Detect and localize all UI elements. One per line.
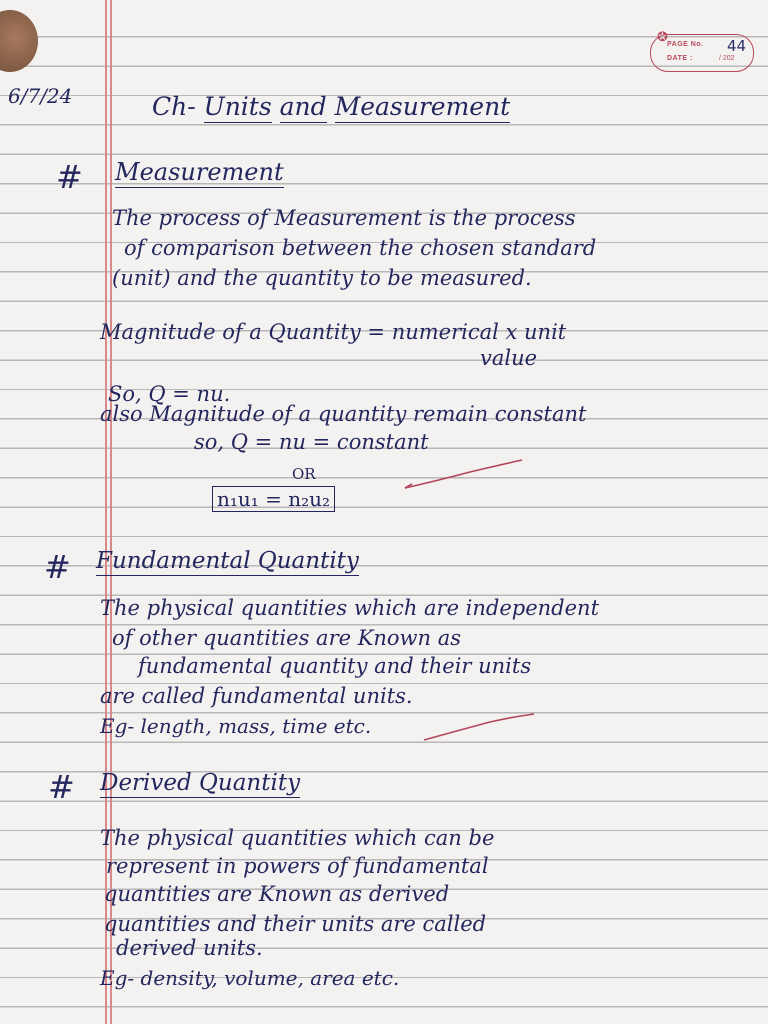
magnitude-formula: Magnitude of a Quantity = numerical x unit (100, 320, 567, 344)
example-line: Eg- length, mass, time etc. (100, 714, 372, 738)
value-word: value (480, 346, 538, 370)
chapter-title-measurement: Measurement (334, 92, 511, 121)
section-heading-measurement (115, 158, 284, 186)
text-line: derived units. (116, 936, 263, 960)
date-value: / 202 (719, 55, 735, 62)
text-line: quantities and their units are called (104, 912, 487, 936)
thumb (0, 10, 38, 72)
chapter-title-and: and (279, 92, 327, 121)
section-heading-derived (100, 770, 300, 796)
text-line: represent in powers of fundamental (106, 854, 489, 878)
text-line: The process of Measurement is the process (112, 206, 576, 230)
chapter-title-units: Units (203, 92, 272, 121)
text-line: of other quantities are Known as (112, 626, 462, 650)
text-line: (unit) and the quantity to be measured. (112, 266, 532, 290)
hash-mark: # (44, 548, 71, 586)
text-line: are called fundamental units. (100, 684, 413, 708)
hash-mark: # (56, 158, 83, 196)
page-no-label: PAGE No. (667, 41, 704, 48)
heading-text: Derived Quantity (100, 770, 301, 796)
text-line: of comparison between the chosen standard (124, 236, 597, 260)
boxed-formula: n₁u₁ = n₂u₂ (212, 486, 335, 512)
date-label: DATE : (667, 55, 693, 62)
entry-date: 6/7/24 (8, 84, 73, 108)
example-line: Eg- density, volume, area etc. (100, 966, 400, 990)
heading-text: Measurement (115, 158, 284, 186)
text-line: The physical quantities which are independent (100, 596, 600, 620)
heading-text: Fundamental Quantity (96, 548, 359, 574)
check-mark-icon (420, 712, 540, 748)
or-word: OR (292, 465, 316, 483)
page-stamp (650, 29, 754, 72)
star-icon: ✪ (657, 29, 668, 44)
hash-mark: # (48, 768, 75, 806)
chapter-prefix: Ch- (152, 92, 196, 121)
page-number: 44 (727, 37, 747, 55)
check-mark-icon (400, 458, 530, 498)
text-line: The physical quantities which can be (100, 826, 495, 850)
text-line: fundamental quantity and their units (138, 654, 532, 678)
so-formula: So, Q = nu. (108, 382, 231, 406)
constant-formula: so, Q = nu = constant (194, 430, 429, 454)
also-line: also Magnitude of a quantity remain constant (100, 402, 587, 426)
text-line: quantities are Known as derived (104, 882, 450, 906)
section-heading-fundamental (96, 548, 359, 574)
chapter-title (152, 92, 510, 121)
